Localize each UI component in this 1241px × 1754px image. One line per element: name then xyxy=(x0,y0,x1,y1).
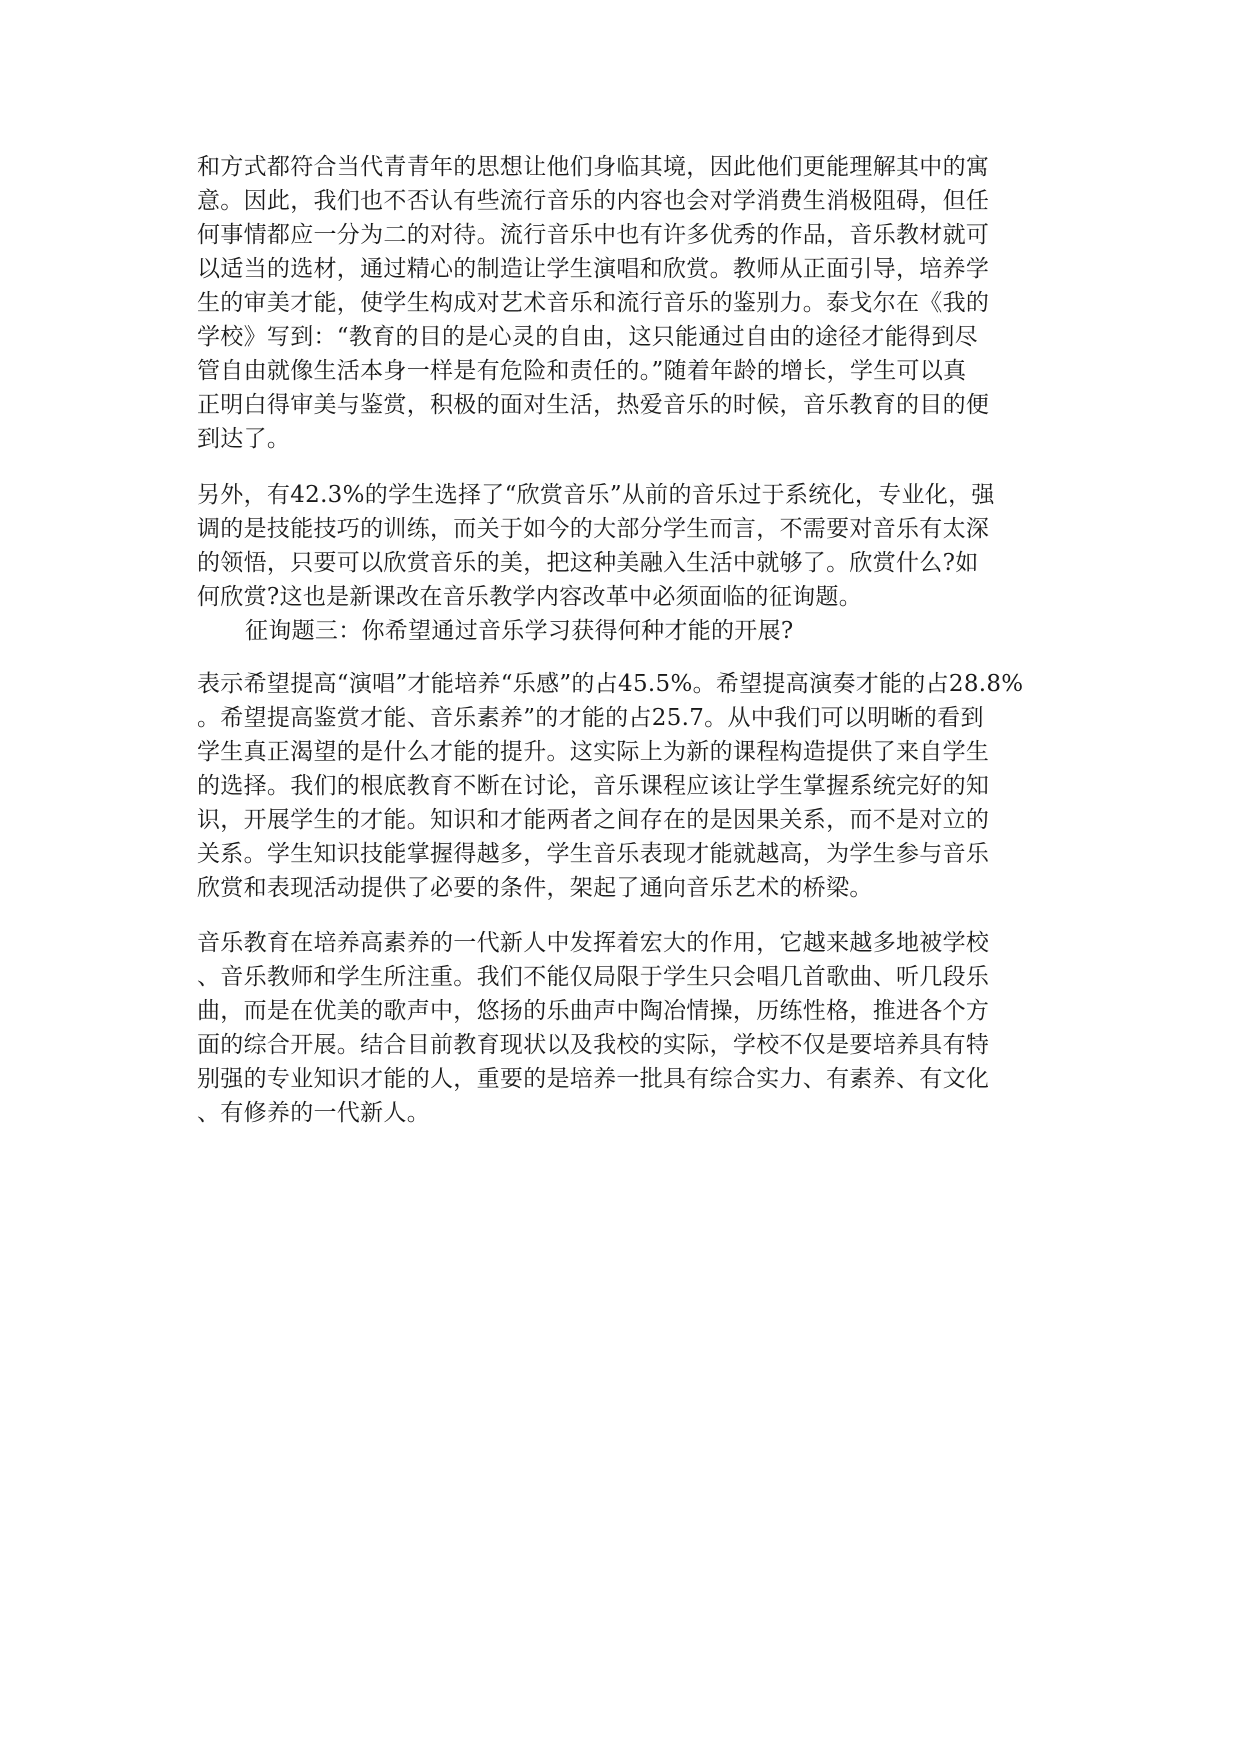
text-line: 关系。学生知识技能掌握得越多，学生音乐表现才能就越高，为学生参与音乐 xyxy=(197,841,990,867)
text-line: 何欣赏?这也是新课改在音乐教学内容改革中必须面临的征询题。 xyxy=(197,584,863,610)
text-line: 学生真正渴望的是什么才能的提升。这实际上为新的课程构造提供了来自学生 xyxy=(197,739,990,765)
text-line: 。希望提高鉴赏才能、音乐素养”的才能的占25.7。从中我们可以明晰的看到 xyxy=(197,705,984,731)
text-line: 意。因此，我们也不否认有些流行音乐的内容也会对学消费生消极阻碍，但任 xyxy=(197,188,990,214)
text-line: 管自由就像生活本身一样是有危险和责任的。”随着年龄的增长，学生可以真 xyxy=(197,358,967,384)
text-line: 音乐教育在培养高素养的一代新人中发挥着宏大的作用，它越来越多地被学校 xyxy=(197,930,990,956)
text-line: 、有修养的一代新人。 xyxy=(197,1100,430,1126)
text-line: 的选择。我们的根底教育不断在讨论，音乐课程应该让学生掌握系统完好的知 xyxy=(197,773,990,799)
text-line: 何事情都应一分为二的对待。流行音乐中也有许多优秀的作品，音乐教材就可 xyxy=(197,222,990,248)
paragraph-4 xyxy=(197,926,1049,1130)
text-line: 别强的专业知识才能的人，重要的是培养一批具有综合实力、有素养、有文化 xyxy=(197,1066,990,1092)
question-heading: 征询题三：你希望通过音乐学习获得何种才能的开展? xyxy=(245,618,794,644)
text-line: 面的综合开展。结合目前教育现状以及我校的实际，学校不仅是要培养具有特 xyxy=(197,1032,990,1058)
text-line: 的领悟，只要可以欣赏音乐的美，把这种美融入生活中就够了。欣赏什么?如 xyxy=(197,550,979,576)
text-line: 以适当的选材，通过精心的制造让学生演唱和欣赏。教师从正面引导，培养学 xyxy=(197,256,990,282)
text-line: 学校》写到：“教育的目的是心灵的自由，这只能通过自由的途径才能得到尽 xyxy=(197,324,978,350)
text-line: 到达了。 xyxy=(197,426,291,452)
text-line: 识，开展学生的才能。知识和才能两者之间存在的是因果关系，而不是对立的 xyxy=(197,807,990,833)
paragraph-1 xyxy=(197,150,1049,456)
text-line: 曲，而是在优美的歌声中，悠扬的乐曲声中陶冶情操，历练性格，推进各个方 xyxy=(197,998,990,1024)
text-line: 表示希望提高“演唱”才能培养“乐感”的占45.5%。希望提高演奏才能的占28.8% xyxy=(197,671,1024,697)
text-line: 、音乐教师和学生所注重。我们不能仅局限于学生只会唱几首歌曲、听几段乐 xyxy=(197,964,990,990)
text-line: 欣赏和表现活动提供了必要的条件，架起了通向音乐艺术的桥梁。 xyxy=(197,875,873,901)
text-line: 调的是技能技巧的训练，而关于如今的大部分学生而言，不需要对音乐有太深 xyxy=(197,516,990,542)
paragraph-2 xyxy=(197,478,1049,648)
paragraph-3 xyxy=(197,667,1049,905)
text-line: 和方式都符合当代青青年的思想让他们身临其境，因此他们更能理解其中的寓 xyxy=(197,154,990,180)
text-line: 正明白得审美与鉴赏，积极的面对生活，热爱音乐的时候，音乐教育的目的便 xyxy=(197,392,990,418)
text-line: 生的审美才能，使学生构成对艺术音乐和流行音乐的鉴别力。泰戈尔在《我的 xyxy=(197,290,990,316)
text-line: 另外，有42.3%的学生选择了“欣赏音乐”从前的音乐过于系统化，专业化，强 xyxy=(197,482,995,508)
